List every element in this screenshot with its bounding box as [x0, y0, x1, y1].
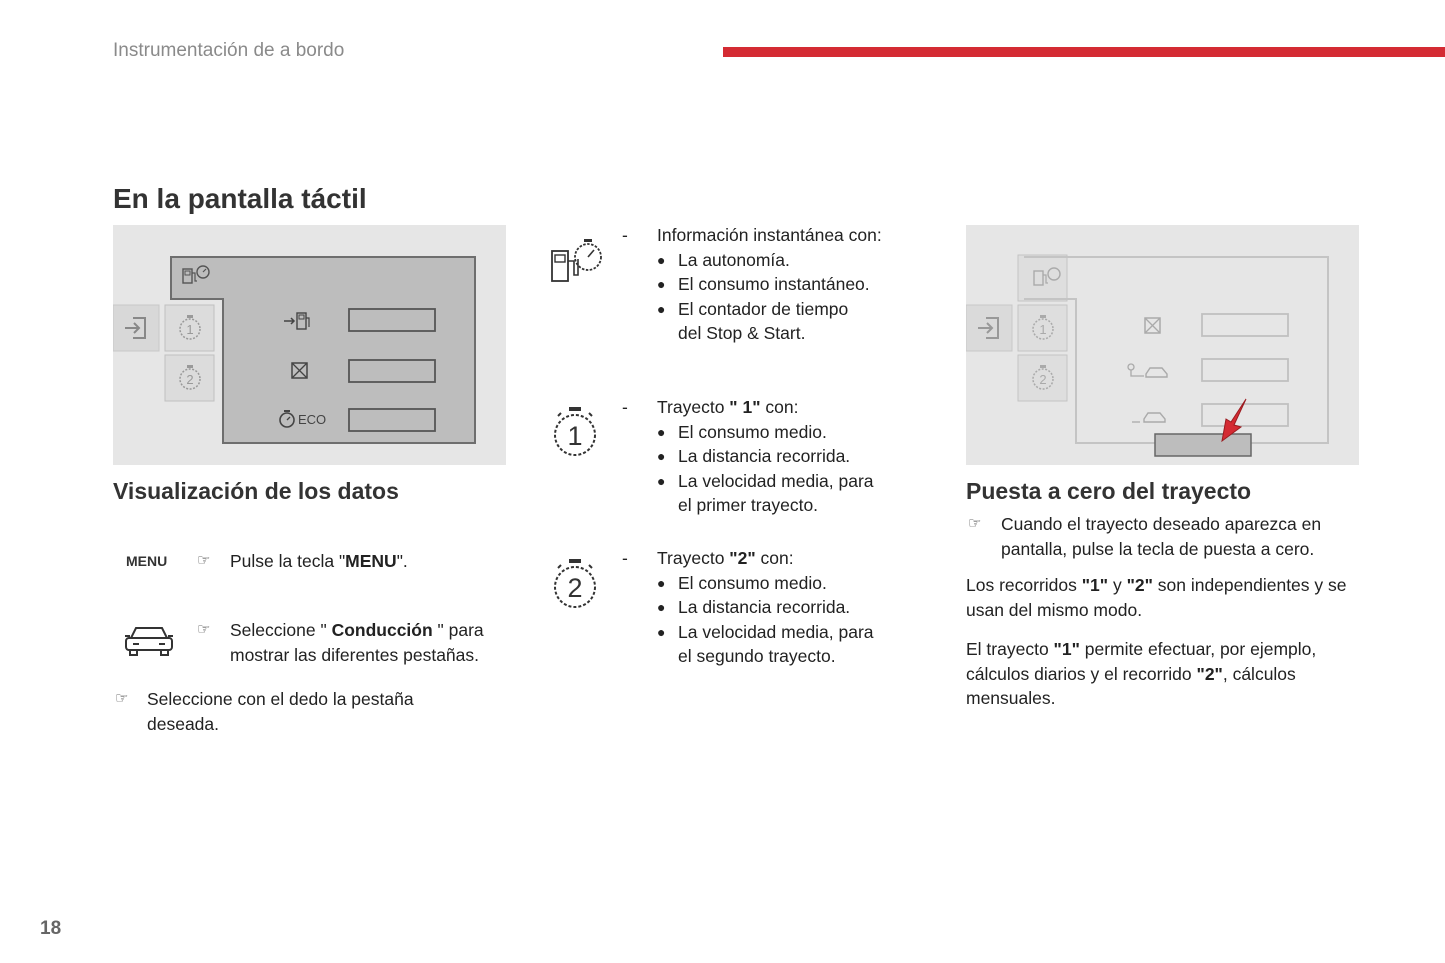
distance-car-icon	[1126, 361, 1172, 381]
fuel-crossed-icon	[289, 360, 311, 382]
svg-text:2: 2	[567, 573, 583, 603]
arrow-fuel-icon	[282, 310, 314, 332]
exit-icon	[976, 316, 1002, 340]
list-item: ● La distancia recorrida.	[657, 444, 912, 469]
stopwatch-1-icon	[177, 314, 203, 342]
list-item: ● La distancia recorrida.	[657, 595, 912, 620]
trip-1-intro: Trayecto " 1" con:	[657, 397, 799, 417]
instant-info-intro: Información instantánea con:	[657, 225, 882, 245]
svg-text:1: 1	[1039, 322, 1047, 337]
fuel-stopwatch-icon	[548, 237, 606, 285]
red-pointer-arrow-icon	[1214, 395, 1254, 445]
trip-1-block: - Trayecto " 1" con: ● El consumo medio. ● La distancia recorrida. ● La velocidad media, para el primer trayecto.	[622, 395, 912, 518]
svg-text:2: 2	[1039, 372, 1047, 387]
right-screen-illustration	[966, 225, 1359, 465]
hand-pointer-icon: ☞	[115, 690, 129, 707]
hand-pointer-icon: ☞	[197, 621, 211, 638]
trip-2-intro: Trayecto "2" con:	[657, 548, 794, 568]
step-press-menu: Pulse la tecla "MENU".	[230, 551, 408, 571]
data-display-heading: Visualización de los datos	[113, 478, 399, 504]
fuel-stopwatch-icon	[181, 263, 213, 287]
stopwatch-2-icon	[177, 364, 203, 392]
left-screen-drawing	[113, 225, 506, 465]
trips-independent-paragraph: Los recorridos "1" y "2" son independientes y se usan del mismo modo.	[966, 575, 1347, 620]
trips-usage-paragraph: El trayecto "1" permite efectuar, por ejemplo, cálculos diarios y el recorrido "2", cálculos mensuales.	[966, 639, 1317, 708]
list-item: ● El contador de tiempo del Stop & Start.	[657, 297, 872, 346]
stopwatch-2-icon	[550, 556, 600, 612]
running-header: Instrumentación de a bordo	[113, 40, 345, 61]
car-icon	[123, 622, 175, 658]
left-screen-illustration	[113, 225, 506, 465]
reset-trip-heading: Puesta a cero del trayecto	[966, 478, 1252, 504]
step-select-tab: Seleccione con el dedo la pestaña deseada.	[147, 689, 414, 734]
stopwatch-2-icon	[1030, 364, 1056, 392]
instant-info-block: - Información instantánea con: ● La autonomía. ● El consumo instantáneo. ● El contador de tiempo del Stop & Start.	[622, 223, 912, 346]
stopwatch-1-icon	[1030, 314, 1056, 342]
fuel-crossed-icon	[1142, 315, 1164, 337]
right-screen-drawing	[966, 225, 1359, 465]
list-item: ● La velocidad media, para el primer trayecto.	[657, 469, 882, 518]
svg-text:1: 1	[567, 421, 583, 451]
trip-2-block: - Trayecto "2" con: ● El consumo medio. ● La distancia recorrida. ● La velocidad media, para el segundo trayecto.	[622, 546, 912, 669]
list-item: ● La velocidad media, para el segundo trayecto.	[657, 620, 892, 669]
list-item: ● El consumo medio.	[657, 420, 912, 445]
list-item: ● El consumo instantáneo.	[657, 272, 912, 297]
exit-icon	[123, 316, 149, 340]
eco-label: ECO	[298, 412, 327, 427]
list-item: ● La autonomía.	[657, 248, 912, 273]
list-item: ● El consumo medio.	[657, 571, 912, 596]
speed-car-icon	[1130, 406, 1172, 426]
section-title: En la pantalla táctil	[113, 183, 367, 214]
fuel-stopwatch-icon	[1032, 265, 1064, 289]
reset-step: Cuando el trayecto deseado aparezca en pantalla, pulse la tecla de puesta a cero.	[1001, 514, 1322, 559]
page-number: 18	[40, 918, 62, 939]
menu-key-label: MENU	[126, 553, 168, 569]
hand-pointer-icon: ☞	[968, 515, 982, 532]
stopwatch-1-icon	[550, 404, 600, 460]
svg-text:2: 2	[186, 372, 194, 387]
step-select-driving: Seleccione " Conducción " para mostrar las diferentes pestañas.	[230, 620, 484, 665]
svg-text:1: 1	[186, 322, 194, 337]
hand-pointer-icon: ☞	[197, 552, 211, 569]
header-accent-bar	[723, 47, 1445, 57]
stopwatch-eco-icon	[277, 408, 297, 430]
